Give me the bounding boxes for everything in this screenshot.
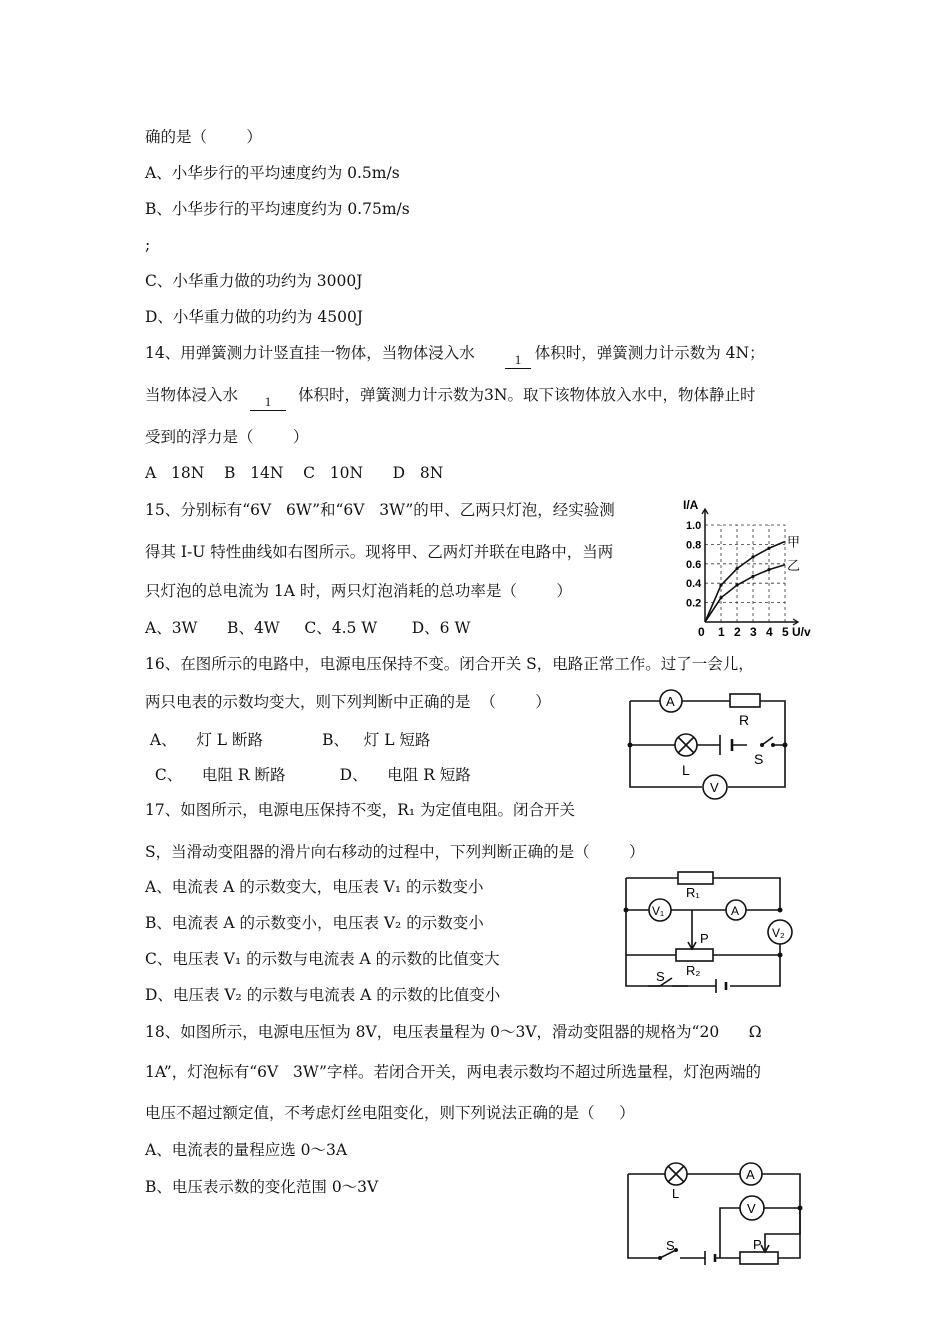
option-a: A、电流表 A 的示数变大，电压表 V₁ 的示数变小 [145,878,484,896]
circuit-17-diagram [618,870,803,995]
option-b: B、电压表示数的变化范围 0～3V [145,1178,379,1196]
series-line [705,541,785,622]
question-18-line3: 电压不超过额定值，不考虑灯丝电阻变化，则下列说法正确的是（ ） [145,1104,635,1122]
x-tick-label: 4 [766,625,773,639]
ammeter-label: A [731,904,740,918]
question-16-line1: 16、在图所示的电路中，电源电压保持不变。闭合开关 S，电路正常工作。过了一会儿， [145,655,754,673]
question-14-line2: 当物体浸入水 体积时，弹簧测力计示数为3N。取下该物体放入水中，物体静止时 [145,386,756,404]
option-d: D、电压表 V₂ 的示数与电流表 A 的示数的比值变小 [145,986,501,1004]
option-b: B、电流表 A 的示数变小，电压表 V₂ 的示数变小 [145,914,484,932]
circuit-18-diagram [620,1158,810,1273]
question-14-options: A 18N B 14N C 10N D 8N [145,464,444,482]
y-tick-label: 1.0 [686,520,702,532]
iu-chart [675,495,835,640]
switch-label: S [656,969,665,984]
option-c: C、小华重力做的功约为 3000J [145,272,363,290]
data-point [751,555,754,558]
question-16-line2: 两只电表的示数均变大，则下列判断中正确的是 （ ） [145,693,551,711]
data-point [767,568,770,571]
question-18-line1: 18、如图所示，电源电压恒为 8V，电压表量程为 0～3V，滑动变阻器的规格为“20 Ω [145,1023,762,1041]
option-a: A、电流表的量程应选 0～3A [145,1141,348,1159]
question-16-options-2: C、 电阻 R 断路 D、 电阻 R 短路 [145,766,471,784]
x-tick-label: 1 [718,625,725,639]
x-axis-label: U/v [792,625,811,639]
x-tick-label: 0 [698,625,705,639]
series-label: 乙 [787,557,801,573]
data-point [719,584,722,587]
resistor-label: R [739,712,750,728]
question-16-options-1: A、 灯 L 断路 B、 灯 L 短路 [145,731,431,749]
slider-label: P [753,1237,762,1252]
data-point [735,584,738,587]
y-tick-label: 0.8 [686,539,702,552]
circuit-16-diagram [620,685,800,810]
option-b: B、小华步行的平均速度约为 0.75m/s [145,200,410,218]
question-17-line2: S，当滑动变阻器的滑片向右移动的过程中，下列判断正确的是（ ） [145,843,645,861]
fraction-2: 1 [250,394,286,411]
y-tick-label: 0.2 [686,597,702,610]
question-15-line2: 得其 I-U 特性曲线如右图所示。现将甲、乙两灯并联在电路中，当两 [145,543,614,561]
ammeter-label: A [746,1167,755,1182]
question-15-options: A、3W B、4W C、4.5 W D、6 W [145,619,471,637]
option-a: A、小华步行的平均速度约为 0.5m/s [145,164,400,182]
data-point [719,596,722,599]
y-tick-label: 0.4 [686,578,702,591]
slider-label: P [700,931,709,946]
question-15-line1: 15、分别标有“6V 6W”和“6V 3W”的甲、乙两只灯泡，经实验测 [145,501,615,519]
y-tick-label: 0.6 [686,558,702,571]
x-tick-label: 2 [734,625,741,639]
r1-label: R₁ [686,885,700,900]
x-tick-label: 3 [750,625,757,639]
option-d: D、小华重力做的功约为 4500J [145,308,364,326]
v2-label: V₂ [772,926,785,940]
switch-label: S [754,751,764,767]
y-axis-label: I/A [683,498,699,512]
data-point [767,547,770,550]
question-14-line3: 受到的浮力是（ ） [145,428,309,446]
option-c: C、电压表 V₁ 的示数与电流表 A 的示数的比值变大 [145,950,500,968]
switch-label: S [666,1238,675,1253]
lamp-label: L [682,762,690,778]
fraction-1: 1 [505,352,531,369]
r2-label: R₂ [686,963,701,978]
voltmeter-label: V [710,780,719,795]
x-tick-label: 5 [782,625,789,639]
series-label: 甲 [787,534,801,550]
v1-label: V₁ [652,904,665,918]
lamp-label: L [672,1186,680,1201]
text-line: 确的是（ ） [145,128,262,146]
question-14-line1: 14、用弹簧测力计竖直挂一物体，当物体浸入水 体积时，弹簧测力计示数为 4N； [145,344,765,362]
question-15-line3: 只灯泡的总电流为 1A 时，两只灯泡消耗的总功率是（ ） [145,582,572,600]
question-18-line2: 1A”，灯泡标有“6V 3W”字样。若闭合开关，两电表示数均不超过所选量程，灯泡两端的 [145,1063,761,1081]
voltmeter-label: V [747,1201,756,1216]
data-point [735,567,738,570]
ammeter-label: A [666,694,675,709]
question-17-line1: 17、如图所示，电源电压保持不变，R₁ 为定值电阻。闭合开关 [145,801,576,819]
text-line: ; [145,236,151,254]
data-point [751,575,754,578]
